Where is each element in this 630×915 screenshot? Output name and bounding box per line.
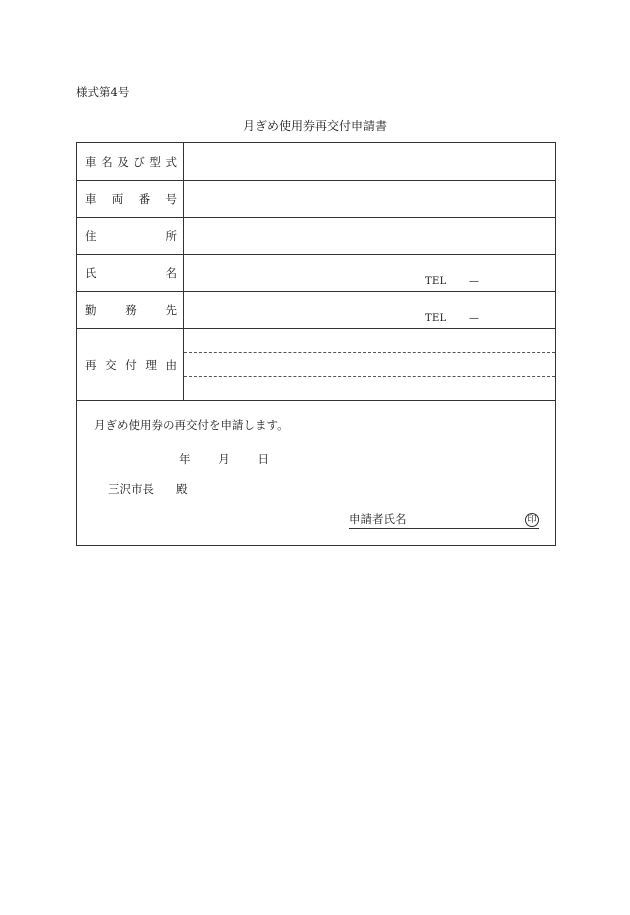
form-title: 月ぎめ使用券再交付申請書 bbox=[242, 119, 387, 133]
label-vehicle-model: 車 名 及 び 型 式 bbox=[85, 154, 177, 169]
declaration-statement: 月ぎめ使用券の再交付を申請します。 bbox=[94, 418, 289, 432]
label-address: 住 所 bbox=[85, 229, 177, 243]
label-cell bbox=[77, 329, 184, 400]
label-cell bbox=[77, 218, 184, 254]
row-name bbox=[77, 255, 555, 292]
addressee-name: 三沢市長 bbox=[108, 482, 154, 496]
row-address bbox=[77, 218, 555, 255]
label-reissue-reason: 再 交 付 理 由 bbox=[85, 357, 177, 372]
addressee bbox=[108, 481, 188, 497]
label-workplace: 勤 務 先 bbox=[85, 303, 177, 317]
applicant-signature-line[interactable] bbox=[349, 513, 539, 529]
label-cell bbox=[77, 292, 184, 328]
label-vehicle-number: 車 両 番 号 bbox=[85, 192, 177, 206]
form-number: 様式第4号 bbox=[76, 85, 130, 99]
name-field[interactable] bbox=[184, 255, 555, 291]
label-cell bbox=[77, 143, 184, 180]
label-cell bbox=[77, 255, 184, 291]
date-month: 月 bbox=[218, 452, 230, 466]
reason-dashed-line bbox=[184, 376, 555, 377]
seal-icon: 印 bbox=[525, 513, 539, 527]
application-form-table bbox=[76, 142, 556, 546]
tel-label: TEL bbox=[425, 276, 447, 287]
tel-dash: — bbox=[469, 276, 479, 287]
addressee-suffix: 殿 bbox=[176, 482, 188, 496]
label-cell bbox=[77, 181, 184, 217]
reissue-reason-field[interactable] bbox=[184, 329, 555, 400]
row-vehicle-model bbox=[77, 143, 555, 181]
workplace-field[interactable] bbox=[184, 292, 555, 328]
address-field[interactable] bbox=[184, 218, 555, 254]
date-year: 年 bbox=[179, 452, 191, 466]
tel-label: TEL bbox=[425, 313, 447, 324]
date-line bbox=[179, 451, 269, 467]
applicant-label: 申請者氏名 bbox=[349, 512, 407, 526]
date-day: 日 bbox=[257, 452, 269, 466]
declaration-section bbox=[77, 401, 555, 545]
reason-dashed-line bbox=[184, 352, 555, 353]
tel-dash: — bbox=[469, 313, 479, 324]
row-workplace bbox=[77, 292, 555, 329]
row-vehicle-number bbox=[77, 181, 555, 218]
row-reissue-reason bbox=[77, 329, 555, 401]
label-name: 氏 名 bbox=[85, 266, 177, 280]
vehicle-model-field[interactable] bbox=[184, 143, 555, 180]
vehicle-number-field[interactable] bbox=[184, 181, 555, 217]
